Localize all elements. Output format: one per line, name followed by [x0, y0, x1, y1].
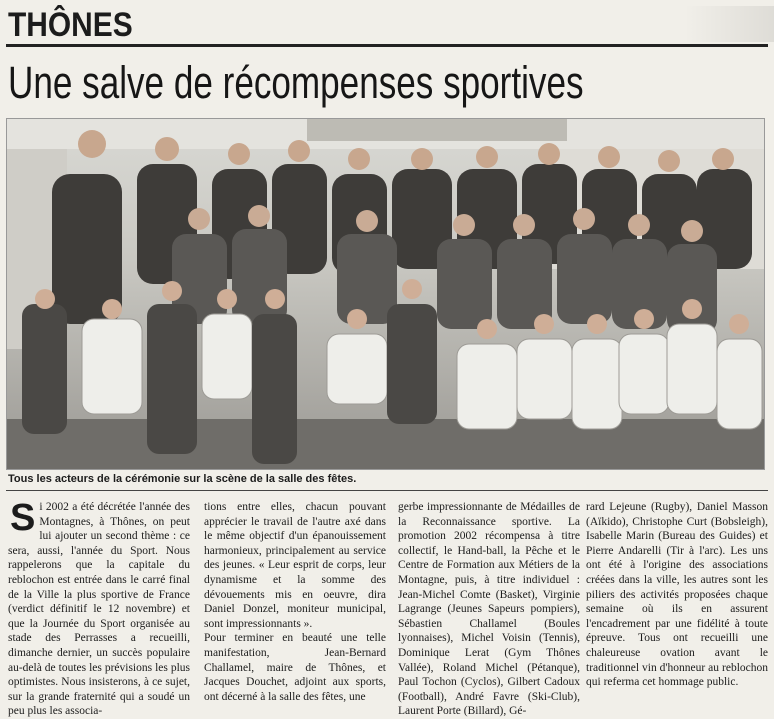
article-text-1: i 2002 a été décrétée l'année des Montagnes, à Thônes, on peut lui ajouter un second thème : ce sera, aussi, l'année du Sport. Nous rappelerons que la capitale du reblochon est entrée dans le carré final de la Ville la plus sportive de France (verdict définitif le 12 novembre) et que la Journée du Sport organisée au stade des Perrasses a recueilli, dimanche dernier, un succès populaire au-delà de toutes les prévisions les plus optimistes. Nous insisterons, à ce sujet, sur la grande fraternité qui a soudé un peu plus les associa- — [8, 501, 190, 718]
section-label: THÔNES — [8, 6, 133, 44]
article-column-4: rard Lejeune (Rugby), Daniel Masson (Aïkido), Christophe Curt (Bobsleigh), Isabelle Marin (Bureau des Guides) et Pierre Andarelli (Tir à l'arc). Les uns ont été à l'origine des associations créées dans la ville, les autres sont les piliers des activités proposées chaque semaine où ils en assurent l'encadrement par une fidélité à toute épreuve. Tous ont recueilli une chaleureuse ovation avant le traditionnel vin d'honneur au reblochon qui referma cet hommage public. — [586, 501, 768, 689]
adjacent-page-edge — [684, 6, 774, 42]
caption-rule — [6, 490, 768, 491]
group-photo-illustration — [7, 119, 764, 469]
group-photo — [6, 118, 765, 470]
article-column-1 — [8, 497, 190, 718]
photo-caption: Tous les acteurs de la cérémonie sur la scène de la salle des fêtes. — [8, 473, 357, 485]
headline: Une salve de récompenses sportives — [8, 57, 584, 108]
article-column-3: gerbe impressionnante de Médailles de la Reconnaissance sportive. La promotion 2002 récompensa à titre collectif, le Hand-ball, la Pêche et le Centre de Formation aux Métiers de la Montagne, puis, à titre individuel : Jean-Michel Comte (Basket), Virginie Lagrange (Jeunes Sapeurs pompiers), Sébastien Challamel (Boules lyonnaises), Michel Voisin (Tennis), Dominique Lerat (Gym Thônes Vallée), Roland Michel (Pétanque), Paul Tochon (Cyclos), Gilbert Cadoux (Football), André Favre (Ski-Club), Laurent Porte (Billard), Gé- — [398, 501, 580, 718]
article-column-2: tions entre elles, chacun pouvant apprécier le travail de l'autre axé dans le même objectif d'un épanouissement harmonieux, principalement au service des jeunes. « Leur esprit de corps, leur dynamisme et la somme des dévouements mis en oeuvre, dira Daniel Donzel, moniteur municipal, sont impressionnants ». Pour terminer en beauté une telle manifestation, Jean-Bernard Challamel, maire de Thônes, et Jacques Douchet, adjoint aux sports, ont décerné à la salle des fêtes, une — [204, 501, 386, 703]
section-rule — [6, 44, 768, 47]
drop-cap: S — [10, 497, 36, 539]
